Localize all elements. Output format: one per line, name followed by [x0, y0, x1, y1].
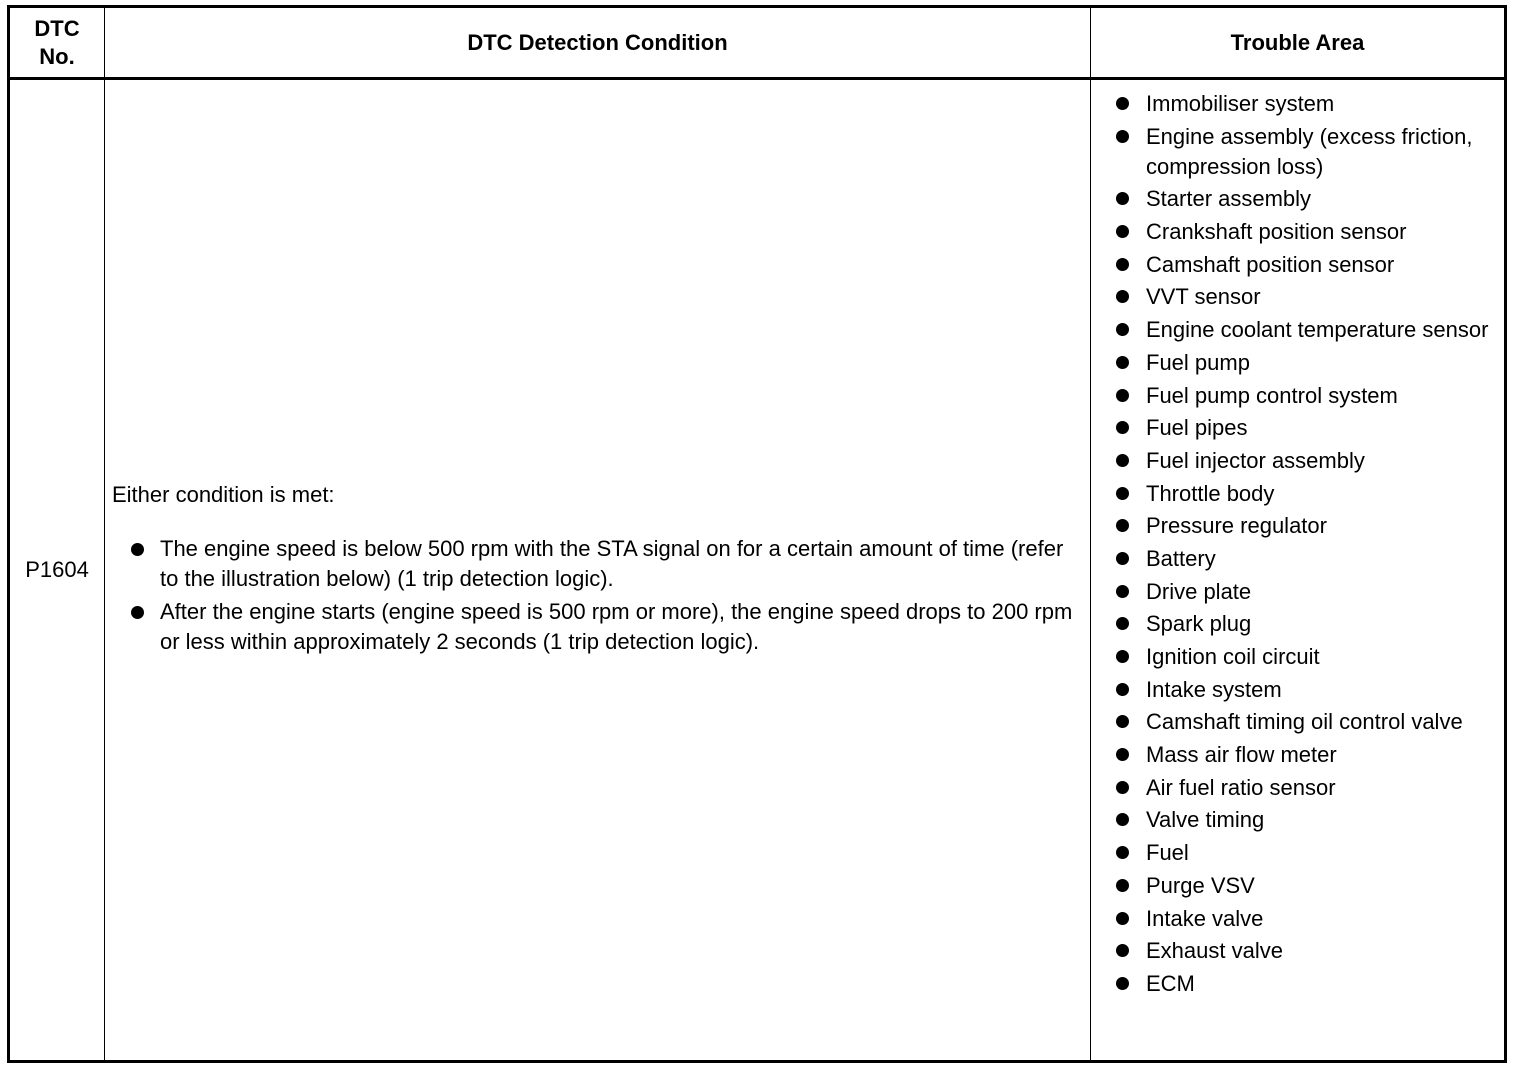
- bullet-icon: [1116, 225, 1129, 238]
- condition-item: [112, 534, 1076, 594]
- trouble-area-item-text: Purge VSV: [1146, 872, 1255, 898]
- trouble-area-item-text: Exhaust valve: [1146, 938, 1283, 964]
- trouble-area-item: [1099, 904, 1496, 934]
- trouble-area-item-text: Battery: [1146, 545, 1216, 571]
- trouble-area-item-text: Mass air flow meter: [1146, 742, 1337, 768]
- trouble-area-item: [1099, 969, 1496, 999]
- bullet-icon: [1116, 781, 1129, 794]
- bullet-icon: [1116, 683, 1129, 696]
- trouble-area-item-text: Camshaft position sensor: [1146, 251, 1395, 277]
- trouble-area-item-text: Camshaft timing oil control valve: [1146, 709, 1463, 735]
- trouble-area-item-text: Crankshaft position sensor: [1146, 219, 1407, 245]
- trouble-area-item: [1099, 184, 1496, 214]
- bullet-icon: [1116, 552, 1129, 565]
- trouble-area-item-text: Intake system: [1146, 676, 1282, 702]
- trouble-area-item: [1099, 348, 1496, 378]
- header-detection-condition: DTC Detection Condition: [105, 8, 1091, 80]
- trouble-area-item-text: Spark plug: [1146, 611, 1252, 637]
- condition-item-text: The engine speed is below 500 rpm with the STA signal on for a certain amount of time (refer to the illustration below) (1 trip detection logic).: [160, 536, 1064, 591]
- dtc-code: P1604: [25, 557, 89, 582]
- trouble-area-item: [1099, 577, 1496, 607]
- trouble-area-item: [1099, 740, 1496, 770]
- trouble-area-item: [1099, 871, 1496, 901]
- bullet-icon: [1116, 813, 1129, 826]
- trouble-area-cell: [1091, 80, 1504, 1060]
- trouble-area-item: [1099, 315, 1496, 345]
- bullet-icon: [1116, 944, 1129, 957]
- trouble-area-item-text: Engine assembly (excess friction, compression loss): [1146, 123, 1473, 179]
- trouble-area-item-text: Air fuel ratio sensor: [1146, 774, 1336, 800]
- bullet-icon: [1116, 912, 1129, 925]
- bullet-icon: [1116, 487, 1129, 500]
- trouble-area-item: [1099, 250, 1496, 280]
- dtc-code-cell: [10, 80, 105, 1060]
- trouble-area-item: [1099, 479, 1496, 509]
- trouble-area-item-text: Ignition coil circuit: [1146, 644, 1320, 669]
- detection-condition-cell: [105, 80, 1091, 1060]
- dtc-table: [7, 5, 1507, 1063]
- bullet-icon: [131, 606, 144, 619]
- trouble-area-list: [1099, 89, 1496, 999]
- trouble-area-item: [1099, 805, 1496, 835]
- bullet-icon: [1116, 389, 1129, 402]
- trouble-area-item: [1099, 642, 1496, 672]
- bullet-icon: [1116, 585, 1129, 598]
- trouble-area-item: [1099, 936, 1496, 966]
- bullet-icon: [1116, 356, 1129, 369]
- trouble-area-item-text: Fuel pump control system: [1146, 382, 1398, 408]
- trouble-area-item: [1099, 544, 1496, 574]
- bullet-icon: [1116, 879, 1129, 892]
- bullet-icon: [1116, 977, 1129, 990]
- condition-item-text: After the engine starts (engine speed is 500 rpm or more), the engine speed drops to 200 rpm or less within approximately 2 seconds (1 trip detection logic).: [160, 599, 1073, 654]
- trouble-area-item-text: Throttle body: [1146, 480, 1275, 506]
- trouble-area-item-text: Fuel: [1146, 840, 1189, 866]
- header-dtc-no: [10, 8, 105, 80]
- bullet-icon: [1116, 519, 1129, 532]
- trouble-area-item-text: Immobiliser system: [1146, 91, 1335, 116]
- trouble-area-item: [1099, 89, 1496, 119]
- trouble-area-item: [1099, 446, 1496, 476]
- bullet-icon: [1116, 454, 1129, 467]
- bullet-icon: [1116, 130, 1129, 143]
- trouble-area-item-text: Engine coolant temperature sensor: [1146, 317, 1489, 343]
- trouble-area-item-text: Pressure regulator: [1146, 513, 1327, 539]
- bullet-icon: [131, 543, 144, 556]
- bullet-icon: [1116, 290, 1129, 303]
- trouble-area-item-text: VVT sensor: [1146, 284, 1261, 310]
- trouble-area-item-text: Starter assembly: [1146, 186, 1312, 212]
- bullet-icon: [1116, 846, 1129, 859]
- trouble-area-item: [1099, 282, 1496, 312]
- header-trouble-area: Trouble Area: [1091, 8, 1504, 80]
- trouble-area-item-text: Intake valve: [1146, 905, 1264, 931]
- condition-item: [112, 597, 1076, 657]
- trouble-area-item: [1099, 511, 1496, 541]
- bullet-icon: [1116, 323, 1129, 336]
- condition-intro: Either condition is met:: [112, 482, 335, 507]
- header-dtc-no-line1: DTC: [34, 15, 80, 41]
- bullet-icon: [1116, 650, 1129, 663]
- trouble-area-item-text: ECM: [1146, 970, 1195, 996]
- trouble-area-item-text: Fuel pump: [1146, 349, 1250, 375]
- bullet-icon: [1116, 748, 1129, 761]
- bullet-icon: [1116, 617, 1129, 630]
- trouble-area-item-text: Drive plate: [1146, 578, 1252, 604]
- trouble-area-item-text: Fuel injector assembly: [1146, 447, 1365, 473]
- bullet-icon: [1116, 192, 1129, 205]
- trouble-area-item: [1099, 122, 1496, 182]
- bullet-icon: [1116, 97, 1129, 110]
- bullet-icon: [1116, 421, 1129, 434]
- bullet-icon: [1116, 715, 1129, 728]
- bullet-icon: [1116, 258, 1129, 271]
- trouble-area-item: [1099, 838, 1496, 868]
- header-dtc-no-line2: No.: [39, 43, 75, 69]
- trouble-area-item-text: Valve timing: [1146, 807, 1265, 833]
- trouble-area-item-text: Fuel pipes: [1146, 415, 1248, 441]
- trouble-area-item: [1099, 381, 1496, 411]
- trouble-area-item: [1099, 217, 1496, 247]
- trouble-area-item: [1099, 675, 1496, 705]
- trouble-area-item: [1099, 773, 1496, 803]
- trouble-area-item: [1099, 609, 1496, 639]
- condition-list: [112, 534, 1076, 660]
- trouble-area-item: [1099, 413, 1496, 443]
- trouble-area-item: [1099, 707, 1496, 737]
